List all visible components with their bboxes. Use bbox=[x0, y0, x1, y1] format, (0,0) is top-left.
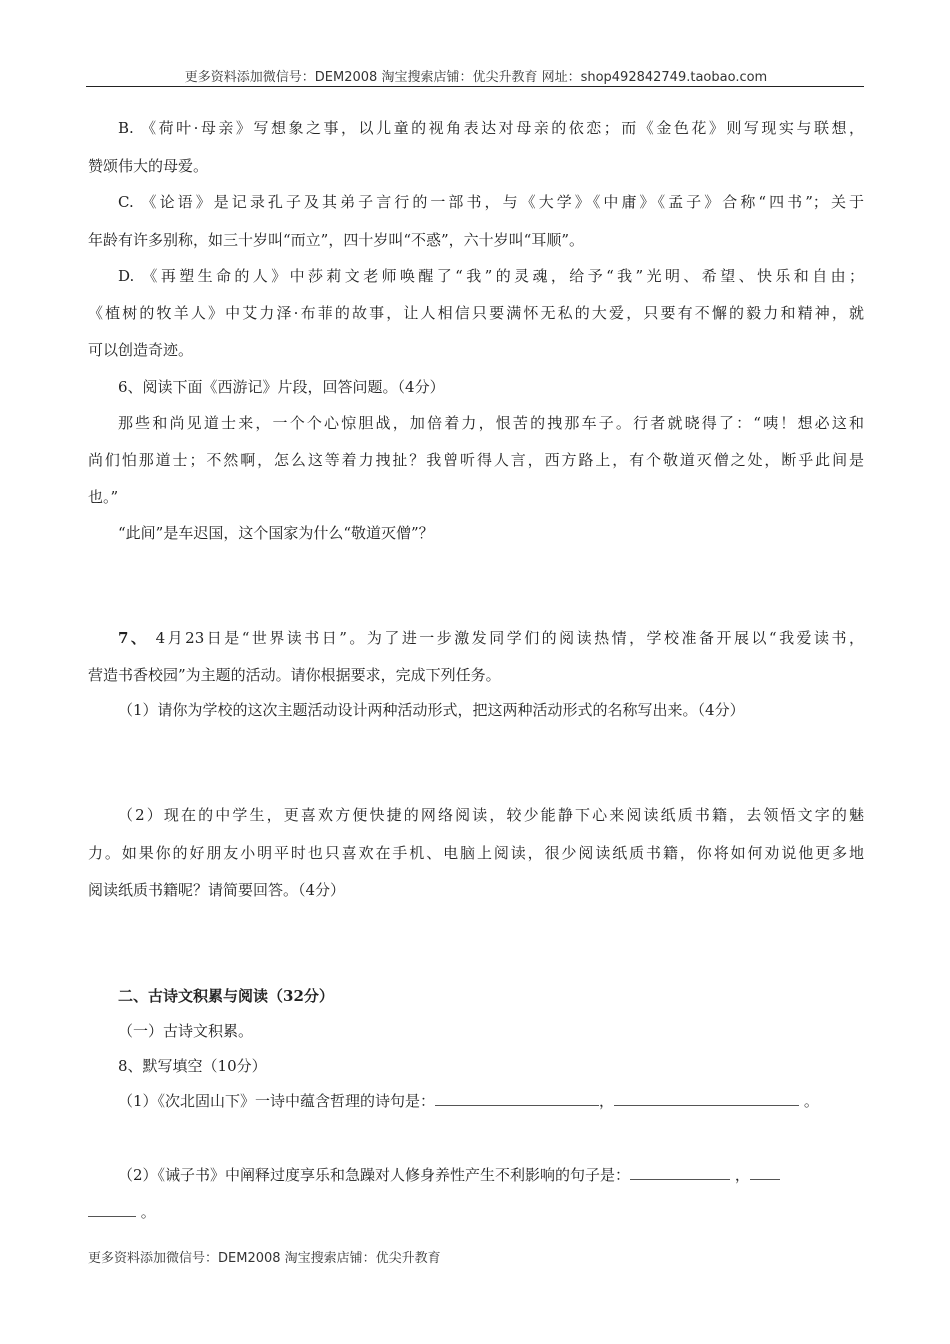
q8-title: 8、默写填空（10分） bbox=[118, 1057, 267, 1075]
q7-intro-line-1 bbox=[118, 628, 864, 648]
q8-2-separator: ， bbox=[730, 1166, 750, 1184]
q7-sub2-line-3: 阅读纸质书籍呢？请简要回答。（4分） bbox=[88, 881, 346, 899]
q8-2-end: 。 bbox=[136, 1203, 156, 1221]
option-d-line-2: 《植树的牧羊人》中艾力泽·布菲的故事，让人相信只要满怀无私的大爱，只要有不懈的毅力和精神，就 bbox=[88, 304, 864, 322]
q7-sub2-line-1: （2）现在的中学生，更喜欢方便快捷的网络阅读，较少能静下心来阅读纸质书籍，去领悟文字的魅 bbox=[118, 806, 864, 824]
q8-1-prompt: （1）《次北固山下》一诗中蕴含哲理的诗句是： bbox=[118, 1092, 436, 1110]
q8-1-blank-1[interactable] bbox=[435, 1091, 599, 1106]
section-2-sub-a: （一）古诗文积累。 bbox=[118, 1022, 254, 1040]
q6-title: 6、阅读下面《西游记》片段，回答问题。（4分） bbox=[118, 378, 445, 396]
option-b-line-1: B. 《荷叶·母亲》写想象之事，以儿童的视角表达对母亲的依恋；而《金色花》则写现实与联想， bbox=[118, 119, 864, 137]
q7-intro-text: 4月23日是“世界读书日”。为了进一步激发同学们的阅读热情，学校准备开展以“我爱读书， bbox=[148, 629, 864, 647]
q8-2-prompt: （2）《诫子书》中阐释过度享乐和急躁对人修身养性产生不利影响的句子是： bbox=[118, 1166, 631, 1184]
q8-1-blank-2[interactable] bbox=[614, 1091, 799, 1106]
q6-passage-line-1: 那些和尚见道士来，一个个心惊胆战，加倍着力，恨苦的拽那车子。行者就晓得了：“咦！想必这和 bbox=[118, 414, 864, 432]
q8-item-2-continued bbox=[88, 1202, 864, 1222]
q7-sub1: （1）请你为学校的这次主题活动设计两种活动形式，把这两种活动形式的名称写出来。（4分） bbox=[118, 701, 745, 719]
q7-number: 7、 bbox=[118, 629, 149, 647]
page-header: 更多资料添加微信号：DEM2008 淘宝搜索店铺：优尖升教育 网址：shop492842749.taobao.com bbox=[184, 70, 768, 85]
q8-item-2 bbox=[118, 1165, 864, 1185]
q6-question: “此间”是车迟国，这个国家为什么“敬道灭僧”？ bbox=[118, 524, 434, 542]
q8-2-blank-1[interactable] bbox=[630, 1165, 730, 1180]
q6-passage-line-3: 也。” bbox=[88, 488, 119, 506]
option-d-line-1: D. 《再塑生命的人》中莎莉文老师唤醒了“我”的灵魂，给予“我”光明、希望、快乐和自由； bbox=[118, 267, 864, 285]
q8-item-1 bbox=[118, 1091, 864, 1111]
q6-passage-line-2: 尚们怕那道士；不然啊，怎么这等着力拽扯？我曾听得人言，西方路上，有个敬道灭僧之处，断乎此间是 bbox=[88, 451, 864, 469]
option-d-line-3: 可以创造奇迹。 bbox=[88, 341, 194, 359]
option-b-line-2: 赞颂伟大的母爱。 bbox=[88, 157, 209, 175]
header-divider bbox=[86, 86, 864, 87]
option-c-line-1: C. 《论语》是记录孔子及其弟子言行的一部书，与《大学》《中庸》《孟子》合称“四书”；关于 bbox=[118, 193, 864, 211]
q8-1-separator: ， bbox=[599, 1092, 615, 1110]
q8-2-blank-2a[interactable] bbox=[750, 1165, 780, 1180]
q7-intro-line-2: 营造书香校园”为主题的活动。请你根据要求，完成下列任务。 bbox=[88, 666, 501, 684]
q8-2-blank-2b[interactable] bbox=[88, 1202, 136, 1217]
page-footer: 更多资料添加微信号：DEM2008 淘宝搜索店铺：优尖升教育 bbox=[88, 1251, 441, 1266]
q7-sub2-line-2: 力。如果你的好朋友小明平时也只喜欢在手机、电脑上阅读，很少阅读纸质书籍，你将如何劝说他更多地 bbox=[88, 844, 864, 862]
option-c-line-2: 年龄有许多别称，如三十岁叫“而立”，四十岁叫“不惑”，六十岁叫“耳顺”。 bbox=[88, 231, 585, 249]
section-2-title: 二、古诗文积累与阅读（32分） bbox=[118, 987, 334, 1005]
q8-1-end: 。 bbox=[799, 1092, 819, 1110]
